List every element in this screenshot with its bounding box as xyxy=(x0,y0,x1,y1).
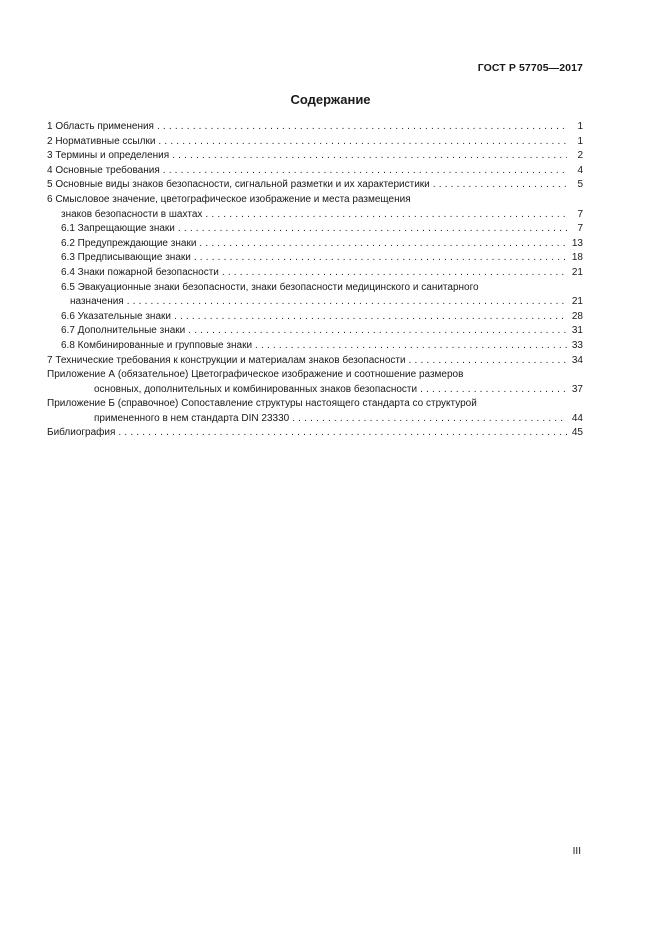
toc-entry[interactable] xyxy=(47,295,583,310)
toc-entry-page: 5 xyxy=(577,179,583,191)
dot-leader xyxy=(199,237,567,252)
dot-leader xyxy=(178,222,567,237)
toc-entry[interactable] xyxy=(47,266,583,281)
toc-entry[interactable] xyxy=(47,164,583,179)
dot-leader xyxy=(158,135,567,150)
toc-entry-title: 7 Технические требования к конструкции и материалам знаков безопасности xyxy=(47,354,406,366)
toc-entry[interactable] xyxy=(47,383,583,398)
dot-leader xyxy=(205,208,567,223)
toc-entry-title: 6 Смысловое значение, цветографическое изображение и места размещения xyxy=(47,193,411,205)
toc-entry-title: 2 Нормативные ссылки xyxy=(47,135,156,147)
dot-leader xyxy=(157,120,567,135)
dot-leader xyxy=(188,324,567,339)
toc-entry-title: 6.3 Предписывающие знаки xyxy=(61,252,191,264)
toc-entry-page: 28 xyxy=(571,310,583,322)
toc-entry-page: 21 xyxy=(571,296,583,308)
page-number: III xyxy=(572,846,581,857)
toc-entry-page: 7 xyxy=(577,223,583,235)
toc-entry-title: основных, дополнительных и комбинированных знаков безопасности xyxy=(94,383,418,395)
toc-entry[interactable] xyxy=(47,412,583,427)
toc-entry[interactable] xyxy=(47,397,583,412)
dot-leader xyxy=(420,383,567,398)
dot-leader xyxy=(174,310,567,325)
toc-entry-page: 45 xyxy=(571,427,583,439)
toc-entry-title: знаков безопасности в шахтах xyxy=(61,208,203,220)
toc-entry-title: 6.7 Дополнительные знаки xyxy=(61,325,186,337)
toc-entry-title: 6.5 Эвакуационные знаки безопасности, знаки безопасности медицинского и санитарного xyxy=(61,281,479,293)
toc-entry-page: 37 xyxy=(571,383,583,395)
toc-entry-page: 21 xyxy=(571,266,583,278)
toc-entry-title: 5 Основные виды знаков безопасности, сигнальной разметки и их характеристики xyxy=(47,179,430,191)
toc-entry-page: 4 xyxy=(577,164,583,176)
dot-leader xyxy=(222,266,567,281)
toc-entry-page: 7 xyxy=(577,208,583,220)
page-title: Содержание xyxy=(290,92,371,107)
toc-entry-title: Приложение А (обязательное) Цветографическое изображение и соотношение размеров xyxy=(47,369,464,381)
toc-entry[interactable] xyxy=(47,310,583,325)
toc-entry[interactable] xyxy=(47,208,583,223)
dot-leader xyxy=(433,178,567,193)
toc-entry[interactable] xyxy=(47,251,583,266)
toc-entry-title: 3 Термины и определения xyxy=(47,150,170,162)
toc-entry[interactable] xyxy=(47,222,583,237)
document-code: ГОСТ Р 57705—2017 xyxy=(477,62,583,74)
toc-entry-title: примененного в нем стандарта DIN 23330 xyxy=(94,412,290,424)
toc-entry[interactable] xyxy=(47,324,583,339)
toc-entry-title: назначения xyxy=(70,296,124,308)
toc-entry-page: 31 xyxy=(571,325,583,337)
toc-entry[interactable] xyxy=(47,426,583,441)
toc-entry-title: Приложение Б (справочное) Сопоставление структуры настоящего стандарта со структурой xyxy=(47,398,477,410)
toc-entry-title: 6.6 Указательные знаки xyxy=(61,310,171,322)
toc-entry-title: 6.8 Комбинированные и групповые знаки xyxy=(61,339,253,351)
toc-entry[interactable] xyxy=(47,339,583,354)
toc-entry-page: 44 xyxy=(571,412,583,424)
toc-entry-page: 1 xyxy=(577,121,583,132)
toc-entry-title: Библиография xyxy=(47,427,116,439)
toc-entry-title: 1 Область применения xyxy=(47,121,154,132)
toc-entry-page: 18 xyxy=(571,252,583,264)
dot-leader xyxy=(409,354,567,369)
dot-leader xyxy=(118,426,567,441)
toc-entry-title: 6.2 Предупреждающие знаки xyxy=(61,237,197,249)
dot-leader xyxy=(163,164,567,179)
dot-leader xyxy=(172,149,567,164)
dot-leader xyxy=(255,339,567,354)
toc-entry-title: 6.4 Знаки пожарной безопасности xyxy=(61,266,219,278)
toc-entry[interactable] xyxy=(47,193,583,208)
dot-leader xyxy=(194,251,567,266)
toc-entry[interactable] xyxy=(47,354,583,369)
toc-entry-page: 13 xyxy=(571,237,583,249)
toc-entry-page: 1 xyxy=(577,135,583,147)
dot-leader xyxy=(292,412,567,427)
toc-entry[interactable] xyxy=(47,149,583,164)
toc-entry[interactable] xyxy=(47,237,583,252)
toc-entry[interactable] xyxy=(47,368,583,383)
toc-entry-page: 2 xyxy=(577,150,583,162)
toc-entry-page: 33 xyxy=(571,339,583,351)
toc-entry[interactable] xyxy=(47,178,583,193)
toc-entry-title: 6.1 Запрещающие знаки xyxy=(61,223,175,235)
toc-entry-title: 4 Основные требования xyxy=(47,164,160,176)
toc-entry[interactable] xyxy=(47,120,583,135)
toc-entry-page: 34 xyxy=(571,354,583,366)
table-of-contents xyxy=(47,120,583,441)
dot-leader xyxy=(127,295,567,310)
toc-entry[interactable] xyxy=(47,135,583,150)
toc-entry[interactable] xyxy=(47,281,583,296)
